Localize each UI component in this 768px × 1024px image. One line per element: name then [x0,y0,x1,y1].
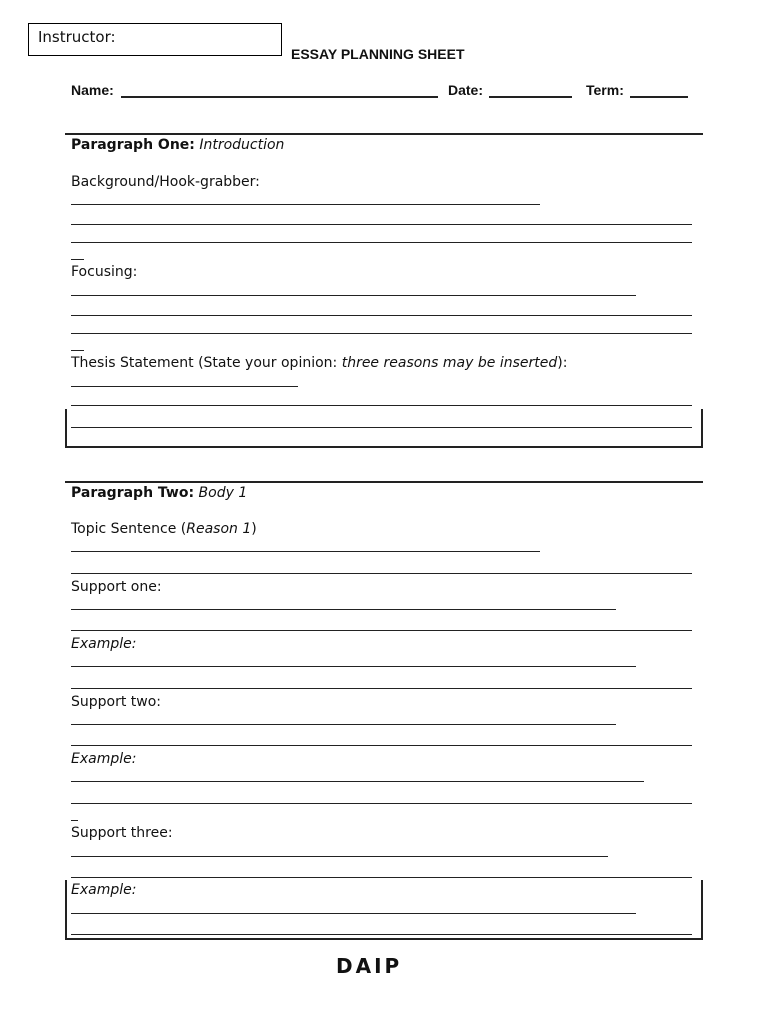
box-bottom-border [65,938,703,940]
focusing-line[interactable] [71,333,692,334]
support-one-line[interactable] [71,609,616,610]
example-two-line[interactable] [71,781,644,782]
daip-logo: DAIP [336,954,403,978]
section-divider [65,133,703,135]
example-two-line[interactable] [71,820,78,821]
support-three-line[interactable] [71,856,608,857]
support-two-label: Support two: [71,694,162,710]
thesis-label-italic: three reasons may be inserted [341,355,558,371]
box-right-border [701,409,703,447]
name-field[interactable] [121,96,438,98]
focusing-line[interactable] [71,295,636,296]
paragraph-one-title: Paragraph One: [71,137,195,153]
box-left-border [65,880,67,939]
support-two-line[interactable] [71,745,692,746]
example-one-label: Example: [71,636,137,652]
paragraph-two-subtitle: Body 1 [198,485,248,501]
box-bottom-border [65,446,703,448]
topic-label-pre: Topic Sentence ( [71,521,187,537]
sheet-title: ESSAY PLANNING SHEET [291,46,465,62]
thesis-label-post: ): [557,355,568,371]
topic-label-italic: Reason 1 [186,521,252,537]
support-three-label: Support three: [71,825,173,841]
background-line[interactable] [71,204,540,205]
paragraph-two-heading [71,485,247,501]
background-label: Background/Hook-grabber: [71,174,260,190]
thesis-line[interactable] [71,386,298,387]
topic-sentence-line[interactable] [71,573,692,574]
focusing-line[interactable] [71,350,84,351]
example-three-line[interactable] [71,934,692,935]
thesis-label-pre: Thesis Statement (State your opinion: [71,355,342,371]
example-two-label: Example: [71,751,137,767]
thesis-line[interactable] [71,405,692,406]
box-right-border [701,880,703,939]
support-one-line[interactable] [71,630,692,631]
example-one-line[interactable] [71,688,692,689]
paragraph-two-title: Paragraph Two: [71,485,195,501]
example-two-line[interactable] [71,803,692,804]
date-label: Date: [448,82,484,98]
support-two-line[interactable] [71,724,616,725]
topic-label-post: ) [251,521,257,537]
example-three-line[interactable] [71,913,636,914]
term-label: Term: [586,82,624,98]
paragraph-one-subtitle: Introduction [199,137,285,153]
example-three-label: Example: [71,882,137,898]
background-line[interactable] [71,224,692,225]
thesis-line[interactable] [71,427,692,428]
section-divider [65,481,703,483]
topic-sentence-line[interactable] [71,551,540,552]
box-left-border [65,409,67,447]
focusing-line[interactable] [71,315,692,316]
support-three-line[interactable] [71,877,692,878]
name-label: Name: [71,82,114,98]
background-line[interactable] [71,259,84,260]
date-field[interactable] [489,96,572,98]
background-line[interactable] [71,242,692,243]
example-one-line[interactable] [71,666,636,667]
focusing-label: Focusing: [71,264,138,280]
support-one-label: Support one: [71,579,162,595]
thesis-label [71,355,567,371]
instructor-label: Instructor: [38,28,116,46]
term-field[interactable] [630,96,688,98]
paragraph-one-heading [71,137,284,153]
topic-sentence-label [71,521,257,537]
